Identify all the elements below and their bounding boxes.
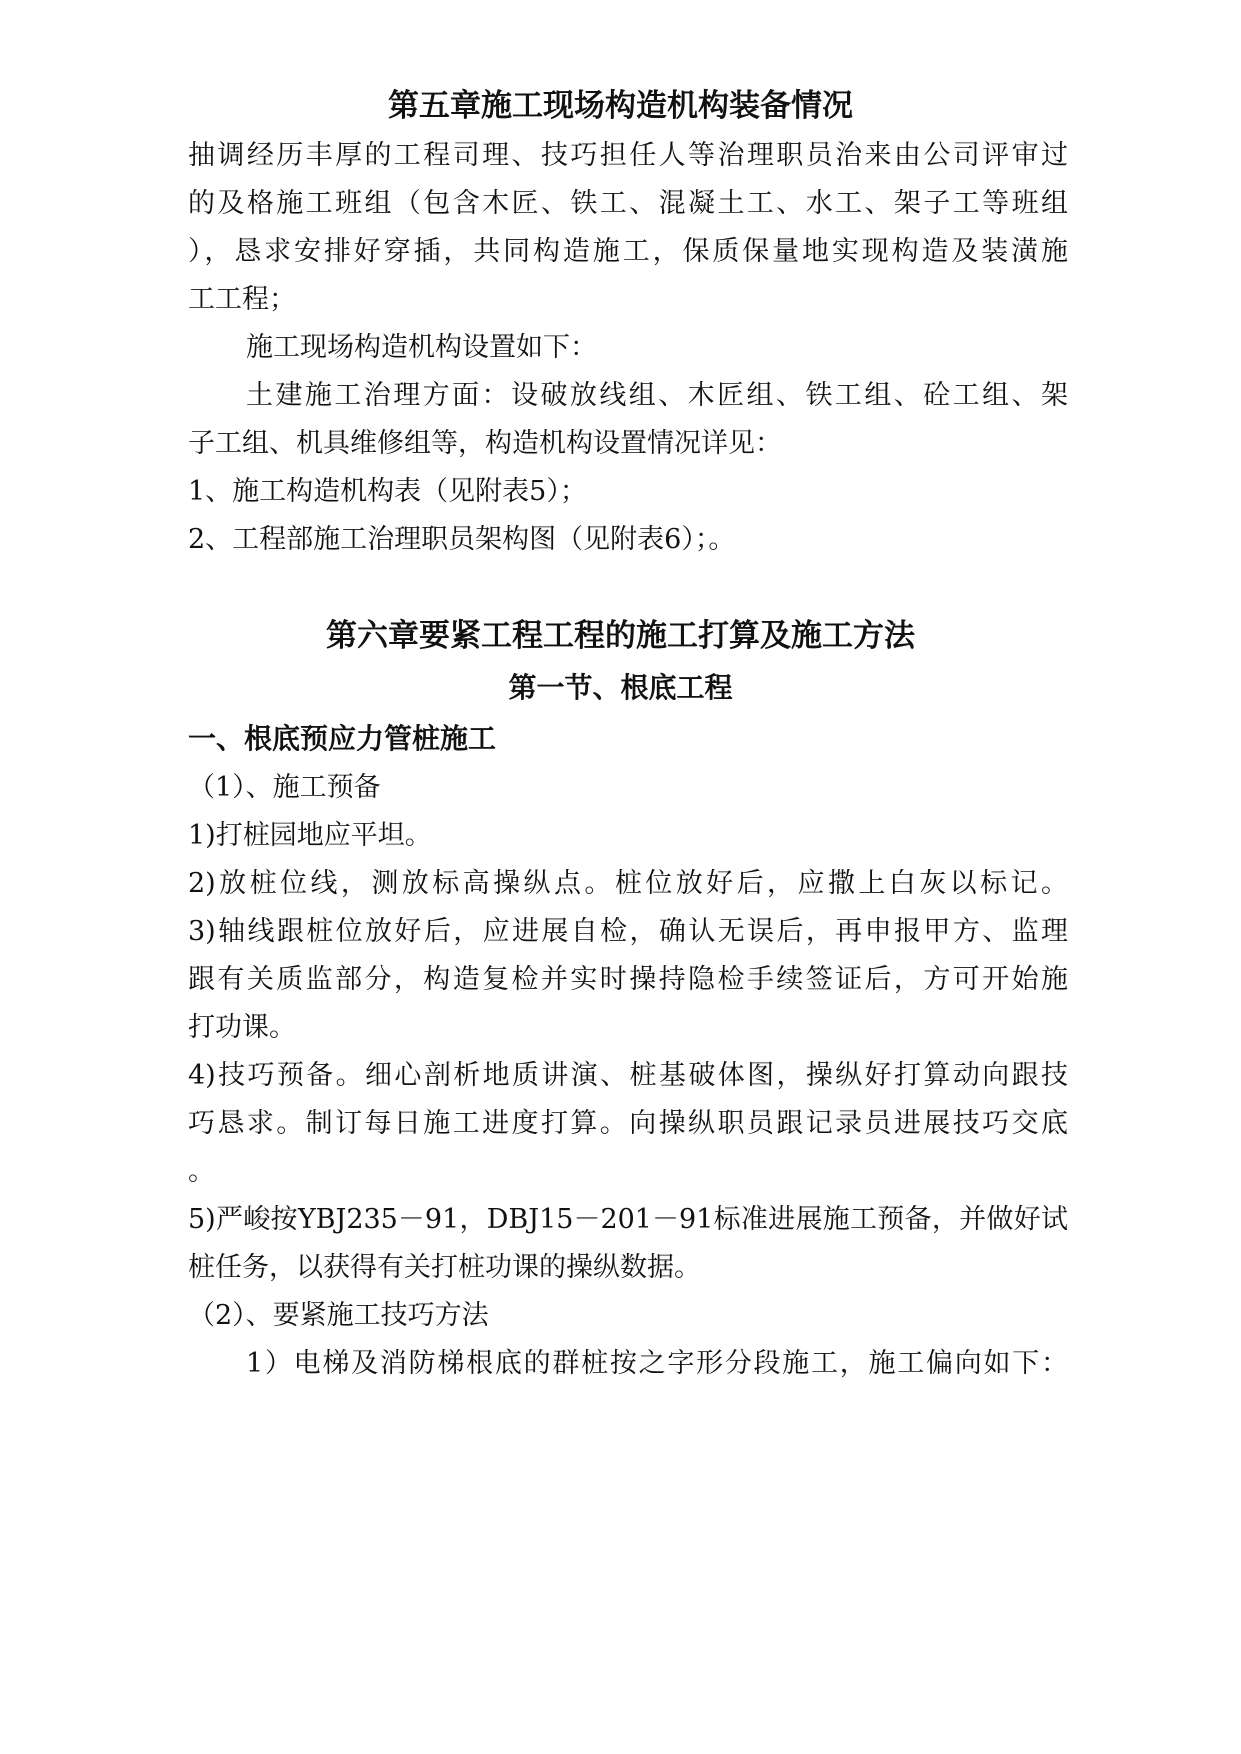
list-item: 1、施工构造机构表（见附表5）； [188, 476, 587, 507]
paragraph-line: 1)打桩园地应平坦。 [188, 820, 432, 851]
paragraph-line: 5)严峻按YBJ235－91，DBJ15－201－91标准进展施工预备，并做好试 [188, 1204, 1068, 1235]
paragraph-line: 打功课。 [188, 1012, 296, 1043]
paragraph-line: 桩任务，以获得有关打桩功课的操纵数据。 [188, 1252, 701, 1283]
paragraph-line: （1）、施工预备 [188, 772, 381, 803]
paragraph-line: 巧恳求。制订每日施工进度打算。向操纵职员跟记录员进展技巧交底 [188, 1108, 1068, 1139]
paragraph-line: 2)放桩位线，测放标高操纵点。桩位放好后，应撒上白灰以标记。 [188, 868, 1068, 899]
chapter-5-title: 第五章施工现场构造机构装备情况 [388, 88, 853, 124]
paragraph-line: （2）、要紧施工技巧方法 [188, 1300, 489, 1331]
paragraph-line: 抽调经历丰厚的工程司理、技巧担任人等治理职员治来由公司评审过 [188, 140, 1068, 171]
list-item: 2、工程部施工治理职员架构图（见附表6）；。 [188, 524, 736, 555]
paragraph-line: ），恳求安排好穿插，共同构造施工，保质保量地实现构造及装潢施 [188, 236, 1068, 267]
paragraph-line: 施工现场构造机构设置如下： [246, 332, 597, 363]
paragraph-line: 。 [188, 1156, 215, 1187]
paragraph-line: 土建施工治理方面：设破放线组、木匠组、铁工组、砼工组、架 [246, 380, 1068, 411]
paragraph-line: 工工程； [188, 284, 296, 315]
paragraph-line: 子工组、机具维修组等，构造机构设置情况详见： [188, 428, 782, 459]
paragraph-line: 的及格施工班组（包含木匠、铁工、混凝土工、水工、架子工等班组 [188, 188, 1068, 219]
paragraph-line: 1）电梯及消防梯根底的群桩按之字形分段施工，施工偏向如下： [246, 1348, 1068, 1379]
paragraph-line: 4)技巧预备。细心剖析地质讲演、桩基破体图，操纵好打算动向跟技 [188, 1060, 1068, 1091]
chapter-6-title: 第六章要紧工程工程的施工打算及施工方法 [326, 618, 915, 654]
subheading: 一、根底预应力管桩施工 [188, 722, 497, 755]
paragraph-line: 跟有关质监部分，构造复检并实时操持隐检手续签证后，方可开始施 [188, 964, 1068, 995]
section-title: 第一节、根底工程 [508, 671, 733, 704]
paragraph-line: 3)轴线跟桩位放好后，应进展自检，确认无误后，再申报甲方、监理 [188, 916, 1068, 947]
